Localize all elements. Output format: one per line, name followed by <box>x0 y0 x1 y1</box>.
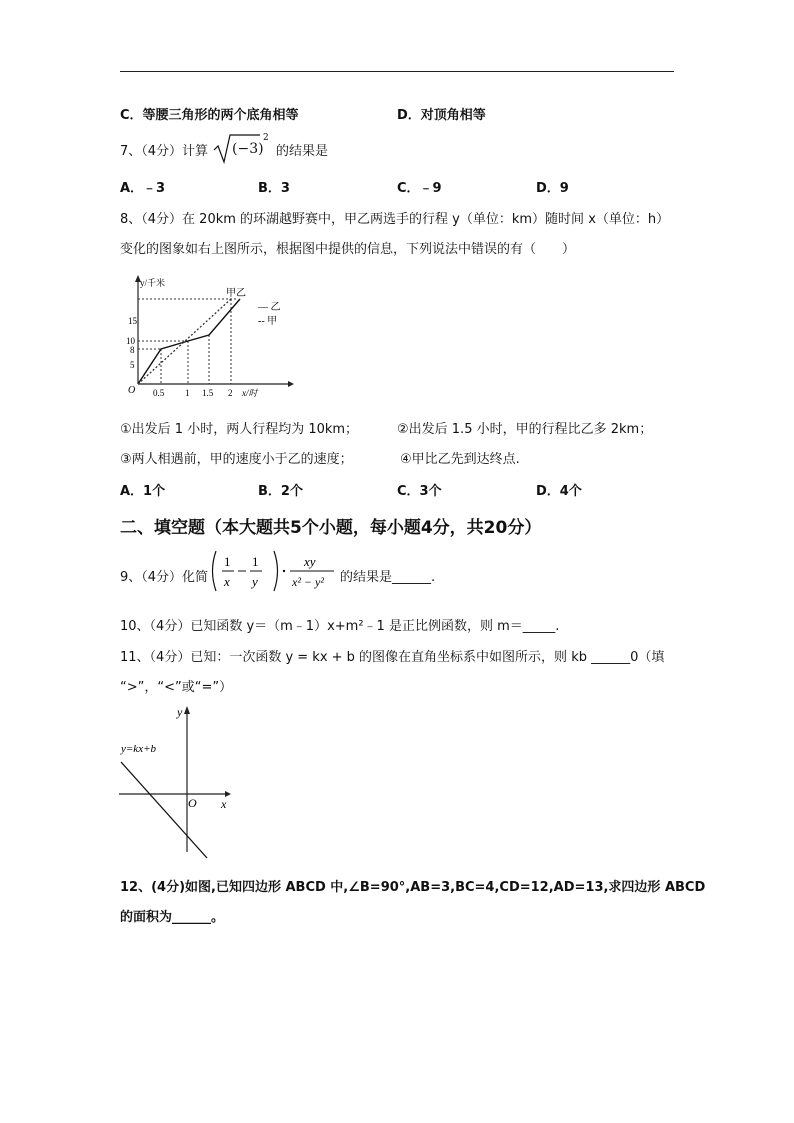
frac2-den: y <box>252 574 258 589</box>
q9-number: 9、（4分）化简 <box>120 570 209 585</box>
q11-line1: 11、（4分）已知：一次函数 y = kx + b 的图像在直角坐标系中如图所示，则 kb ______0（填 <box>120 650 665 665</box>
top-rule <box>120 71 674 72</box>
q12-line1: 12、(4分)如图,已知四边形 ABCD 中,∠B=90°,AB=3,BC=4,CD=12,AD=13,求四边形 ABCD <box>120 880 706 895</box>
q8-option-a: A．1个 <box>120 484 166 499</box>
y-axis-arrow <box>184 706 190 714</box>
q6-option-d: D．对顶角相等 <box>397 108 486 123</box>
line-kx-b <box>121 762 207 858</box>
q7-number: 7、（4分）计算 <box>120 144 209 159</box>
q8-statement-4: ④甲比乙先到达终点. <box>400 452 520 467</box>
frac2-num: 1 <box>252 554 259 569</box>
q8-statement-1: ①出发后 1 小时，两人行程均为 10km； <box>120 422 359 437</box>
left-paren <box>213 551 217 591</box>
x-tick-15: 1.5 <box>202 388 214 398</box>
frac1-num: 1 <box>224 554 231 569</box>
frac3-num: xy <box>304 554 316 569</box>
origin-label: O <box>188 796 197 810</box>
q11-line2: “>”，“<”或“=”） <box>120 680 233 695</box>
x-label: x <box>221 797 227 811</box>
y-tick-15: 15 <box>128 316 137 326</box>
q8-line2: 变化的图象如右上图所示，根据图中提供的信息，下列说法中错误的有（ ） <box>120 242 576 257</box>
q9-expression <box>208 547 338 595</box>
q8-graph <box>118 272 298 402</box>
section-2-title: 二、填空题（本大题共5个小题，每小题4分，共20分） <box>120 518 542 538</box>
y-label: y <box>177 705 183 719</box>
q11-linear-function-graph <box>115 702 235 862</box>
y-tick-8: 8 <box>130 345 135 355</box>
x-tick-2: 2 <box>228 388 233 398</box>
x-axis-arrow <box>288 381 294 387</box>
q8-statement-3: ③两人相遇前，甲的速度小于乙的速度； <box>120 452 353 467</box>
q8-option-c: C．3个 <box>397 484 442 499</box>
x-tick-1: 1 <box>185 388 190 398</box>
series-top-labels: 甲乙 <box>226 288 246 299</box>
q12-line2: 的面积为______。 <box>120 910 225 925</box>
q8-line1: 8、（4分）在 20km 的环湖越野赛中，甲乙两选手的行程 y（单位：km）随时间 x（单位：h） <box>120 212 670 227</box>
q10-text: 10、（4分）已知函数 y＝（m﹣1）x+m²﹣1 是正比例函数，则 m＝_____. <box>120 619 560 634</box>
y-tick-5: 5 <box>130 360 135 370</box>
q8-statement-2: ②出发后 1.5 小时，甲的行程比乙多 2km； <box>397 422 653 437</box>
q7-tail: 的结果是 <box>276 144 329 159</box>
frac1-den: x <box>224 574 230 589</box>
q11-graph <box>115 702 235 862</box>
q6-option-c: C．等腰三角形的两个底角相等 <box>120 108 299 123</box>
y-tick-10: 10 <box>126 336 135 346</box>
q7-radical-expression <box>212 132 342 164</box>
q8-option-d: D．4个 <box>536 484 582 499</box>
x-tick-05: 0.5 <box>153 388 165 398</box>
legend-yi: — 乙 <box>258 302 281 313</box>
right-paren <box>274 551 278 591</box>
q7-radicand: (−3) <box>232 141 264 157</box>
q7-prompt <box>120 140 208 159</box>
q9-tail: 的结果是______. <box>340 570 436 585</box>
dot-operator <box>283 570 285 572</box>
q8-distance-time-chart <box>118 272 298 402</box>
q7-option-c: C．﹣9 <box>397 181 442 196</box>
legend-jia: -- 甲 <box>258 316 278 327</box>
q7-option-d: D．9 <box>536 181 569 196</box>
q7-exponent: 2 <box>263 133 269 143</box>
q9-fraction-expression <box>208 547 338 595</box>
frac3-den: x² − y² <box>292 575 324 589</box>
q8-option-b: B．2个 <box>258 484 303 499</box>
y-axis-label: y/千米 <box>140 278 166 288</box>
origin-label: O <box>128 385 136 396</box>
x-axis-label: x/时 <box>242 388 258 398</box>
line-label: y=kx+b <box>121 743 156 755</box>
q7-option-a: A．﹣3 <box>120 181 166 196</box>
series-yi <box>138 299 240 384</box>
q7-option-b: B．3 <box>258 181 290 196</box>
